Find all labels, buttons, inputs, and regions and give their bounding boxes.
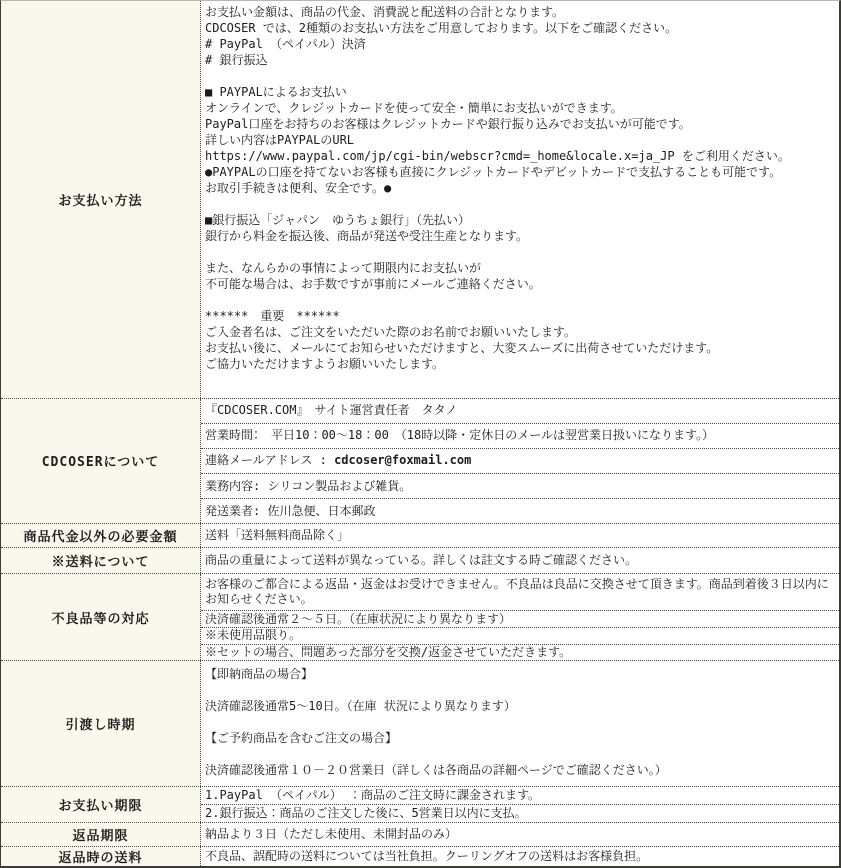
deadline-paypal-row: 1.PayPal （ペイパル） ：商品のご注文時に課金されます。 xyxy=(205,788,541,803)
row-header-delivery-time: 引渡し時期 xyxy=(1,661,201,786)
text-line xyxy=(205,292,835,308)
return-deadline-text: 納品より３日（ただし未使用、未開封品のみ） xyxy=(205,827,458,842)
text-line xyxy=(205,68,835,84)
shipping-note-content xyxy=(201,548,839,573)
defect-set-policy-row: ※セットの場合、問題あった部分を交換/返金させていただきます。 xyxy=(201,644,839,661)
paypal-url-text: https://www.paypal.com/jp/cgi-bin/webscr?cmd=_home&locale.x=ja_JP をご利用ください。 xyxy=(205,149,790,163)
text-line xyxy=(205,682,835,698)
return-shipping-content xyxy=(201,847,839,866)
extra-fee-content xyxy=(201,524,839,547)
row-header-return-shipping: 返品時の送料 xyxy=(1,847,201,866)
section-shipping-note xyxy=(1,547,839,573)
extra-fee-text: 送料「送料無料商品除く」 xyxy=(205,528,350,543)
contact-email-address: cdcoser@foxmail.com xyxy=(334,453,472,468)
defect-unused-only-row: ※未使用品限り。 xyxy=(201,627,839,644)
section-payment-method xyxy=(1,1,839,398)
text-line xyxy=(205,244,835,260)
text-line: オンラインで、クレジットカードを使って安全・簡単にお支払いができます。 xyxy=(205,101,623,115)
contact-email-label: 連絡メールアドレス : xyxy=(205,453,335,468)
text-line: ご入金者名は、ご注文をいただいた際のお名前でお願いいたします。 xyxy=(205,325,577,339)
about-shop-content xyxy=(201,399,839,524)
text-line: また、なんらかの事情によって期限内にお支払いが xyxy=(205,261,482,275)
section-return-shipping xyxy=(1,846,839,866)
text-line xyxy=(205,196,835,212)
row-header-shipping-note: ※送料について xyxy=(1,548,201,573)
section-defect-handling xyxy=(1,573,839,660)
row-header-return-deadline: 返品期限 xyxy=(1,823,201,846)
section-extra-fee xyxy=(1,523,839,547)
row-header-extra-fee: 商品代金以外の必要金額 xyxy=(1,524,201,547)
text-line: ■ PAYPALによるお支払い xyxy=(205,85,347,99)
text-line: 決済確認後通常１０－２０営業日（詳しくは各商品の詳細ページでご確認ください。） xyxy=(205,763,667,778)
delivery-time-content xyxy=(201,661,839,786)
text-line xyxy=(205,746,835,762)
return-shipping-text: 不良品、誤配時の送料については当社負担。クーリングオフの送料はお客様負担。 xyxy=(205,849,649,863)
text-line: 不可能な場合は、お手数ですが事前にメールご連絡ください。 xyxy=(205,277,541,291)
section-return-deadline xyxy=(1,822,839,846)
shipping-carrier-row: 発送業者: 佐川急便、日本郵政 xyxy=(201,498,839,523)
payment-method-content xyxy=(201,1,839,398)
shop-operator-row: 『CDCOSER.COM』 サイト運営責任者 タタノ xyxy=(205,403,458,418)
text-line: CDCOSER では、2種類のお支払い方法をご用意しております。以下をご確認ください。 xyxy=(205,21,678,35)
text-line: 【ご予約商品を含むご注文の場合】 xyxy=(205,731,398,746)
text-line xyxy=(205,714,835,730)
business-hours-row: 営業時間： 平日10：00～18：00 （18時以降・定休日のメールは翌営業日扱いになります。） xyxy=(201,423,839,448)
delivery-time-text xyxy=(201,661,839,781)
text-line: お支払い金額は、商品の代金、消費説と配送料の合計となります。 xyxy=(205,5,565,19)
defect-handling-content xyxy=(201,574,839,660)
text-line: お取引手続きは便利、安全です。● xyxy=(205,181,392,195)
text-line: ●PAYPALの口座を持てないお客様も直接にクレジットカードやデビットカードで支払することも可能です。 xyxy=(205,165,782,179)
text-line: PayPal口座をお持ちのお客様はクレジットカードや銀行振り込みでお支払いが可能です。 xyxy=(205,117,691,131)
text-line: # 銀行振込 xyxy=(205,53,268,67)
text-line: ご協力いただけますようお願いいたします。 xyxy=(205,357,445,371)
row-header-payment-deadline: お支払い期限 xyxy=(1,787,201,822)
text-line: お支払い後に、メールにてお知らせいただけますと、大変スムーズに出荷させていただけます。 xyxy=(205,341,719,355)
row-header-about-shop: CDCOSERについて xyxy=(1,399,201,524)
defect-policy-row: お客様のご都合による返品・返金はお受けできません。不良品は良品に交換させて頂きます。商品到着後３日以内にお知らせください。 xyxy=(205,577,829,607)
text-line: ■銀行振込「ジャパン ゆうちょ銀行」（先払い） xyxy=(205,213,470,227)
text-line: 詳しい内容はPAYPALのURL xyxy=(205,133,355,147)
text-line: ****** 重要 ****** xyxy=(205,309,340,323)
text-line: # PayPal （ペイパル）決済 xyxy=(205,37,366,51)
defect-processing-time-row: 決済確認後通常２～５日。（在庫状況により異なります） xyxy=(201,610,839,627)
payment-method-text xyxy=(201,1,839,375)
section-about-shop xyxy=(1,398,839,524)
payment-deadline-content xyxy=(201,787,839,822)
row-header-defect-handling: 不良品等の対応 xyxy=(1,574,201,660)
text-line: 銀行から料金を振込後、商品が発送や受注生産となります。 xyxy=(205,229,529,243)
row-header-payment-method: お支払い方法 xyxy=(1,1,201,398)
text-line: 【即納商品の場合】 xyxy=(205,667,314,682)
business-description-row: 業務内容: シリコン製品および雑貨。 xyxy=(201,473,839,498)
text-line: 決済確認後通常5～10日。（在庫 状況により異なります） xyxy=(205,699,516,714)
deadline-bank-row: 2.銀行振込：商品のご注文した後に、5営業日以内に支払。 xyxy=(201,804,839,822)
shipping-note-text: 商品の重量によって送料が異なっている。詳しくは註文する時ご確認ください。 xyxy=(205,553,638,568)
return-deadline-content xyxy=(201,823,839,846)
contact-email-row xyxy=(201,448,839,473)
section-delivery-time xyxy=(1,660,839,786)
section-payment-deadline xyxy=(1,786,839,822)
